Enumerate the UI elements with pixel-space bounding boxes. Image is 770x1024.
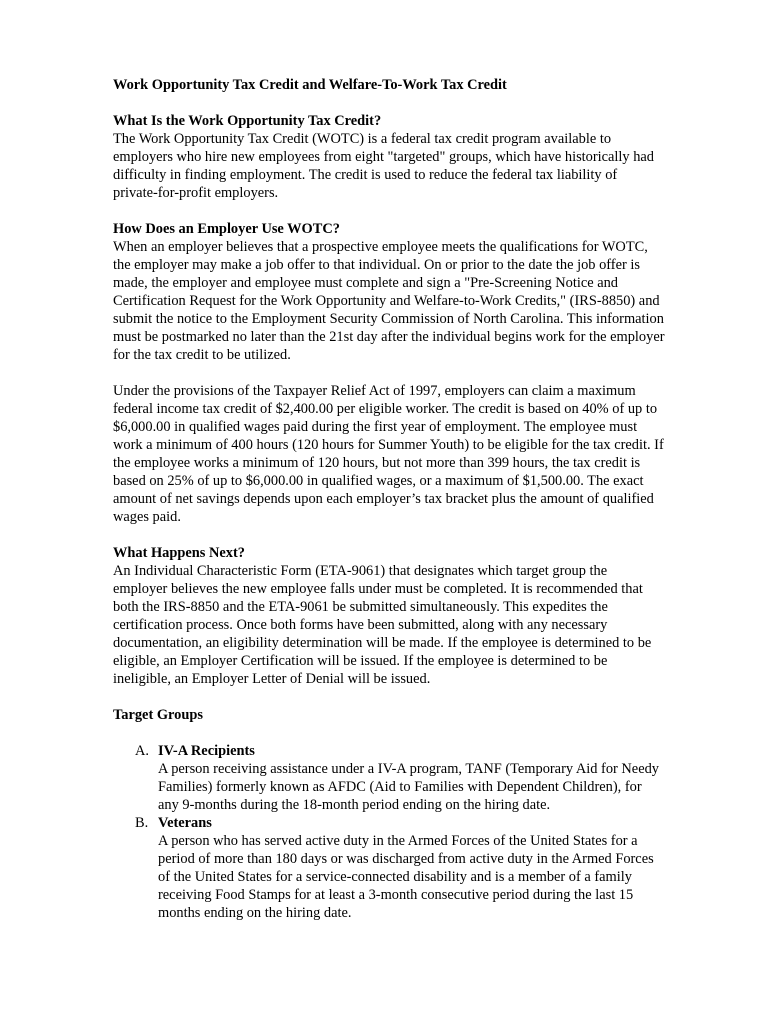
section-heading: What Happens Next? [113,545,245,561]
list-item-marker: A. [135,743,149,759]
section-heading: What Is the Work Opportunity Tax Credit? [113,113,382,129]
section-paragraph: An Individual Characteristic Form (ETA-9061) that designates which target group the employer believes the new employee falls under must be completed. It is recommended that both the IRS-8850 and the ETA-9061 be submitted simultaneously. This expedites the certification process. Once both forms have been submitted, along with any necessary documentation, an eligibility determination will be made. If the employee is determined to be eligible, an Employer Certification will be issued. If the employee is determined to be ineligible, an Employer Letter of Denial will be issued. [113,563,652,687]
section-paragraph: The Work Opportunity Tax Credit (WOTC) is a federal tax credit program available to employers who hire new employees from eight "targeted" groups, which have historically had difficulty in finding employment. The credit is used to reduce the federal tax liability of private-for-profit employers. [113,131,654,201]
list-item [113,742,665,814]
list-item-marker: B. [135,815,149,831]
section-paragraph: Under the provisions of the Taxpayer Relief Act of 1997, employers can claim a maximum federal income tax credit of $2,400.00 per eligible worker. The credit is based on 40% of up to $6,000.00 in qualified wages paid during the first year of employment. The employee must work a minimum of 400 hours (120 hours for Summer Youth) to be eligible for the tax credit. If the employee works a minimum of 120 hours, but not more than 399 hours, the tax credit is based on 25% of up to $6,000.00 in qualified wages, or a maximum of $1,500.00. The exact amount of net savings depends upon each employer’s tax bracket plus the amount of qualified wages paid. [113,383,664,525]
list-item-title: IV-A Recipients [158,743,255,759]
list-item-title: Veterans [158,815,212,831]
target-groups-heading: Target Groups [113,707,203,723]
section-what-happens-next [113,544,665,688]
section-what-is-wotc [113,112,665,202]
list-item-text: A person who has served active duty in the Armed Forces of the United States for a period of more than 180 days or was discharged from active duty in the Armed Forces of the United States for a service-connected disability and is a member of a family receiving Food Stamps for at least a 3-month consecutive period during the last 15 months ending on the hiring date. [158,833,654,921]
target-groups-list [113,742,665,922]
section-how-employer-uses [113,220,665,364]
section-taxpayer-relief-act [113,382,665,526]
document-title: Work Opportunity Tax Credit and Welfare-To-Work Tax Credit [113,77,507,93]
list-item-text: A person receiving assistance under a IV-A program, TANF (Temporary Aid for Needy Families) formerly known as AFDC (Aid to Families with Dependent Children), for any 9-months during the 18-month period ending on the hiring date. [158,761,659,813]
section-paragraph: When an employer believes that a prospective employee meets the qualifications for WOTC, the employer may make a job offer to that individual. On or prior to the date the job offer is made, the employer and employee must complete and sign a "Pre-Screening Notice and Certification Request for the Work Opportunity and Welfare-to-Work Credits," (IRS-8850) and submit the notice to the Employment Security Commission of North Carolina. This information must be postmarked no later than the 21st day after the individual begins work for the employer for the tax credit to be utilized. [113,239,665,363]
list-item [113,814,665,922]
section-heading: How Does an Employer Use WOTC? [113,221,340,237]
document-content [113,76,665,922]
